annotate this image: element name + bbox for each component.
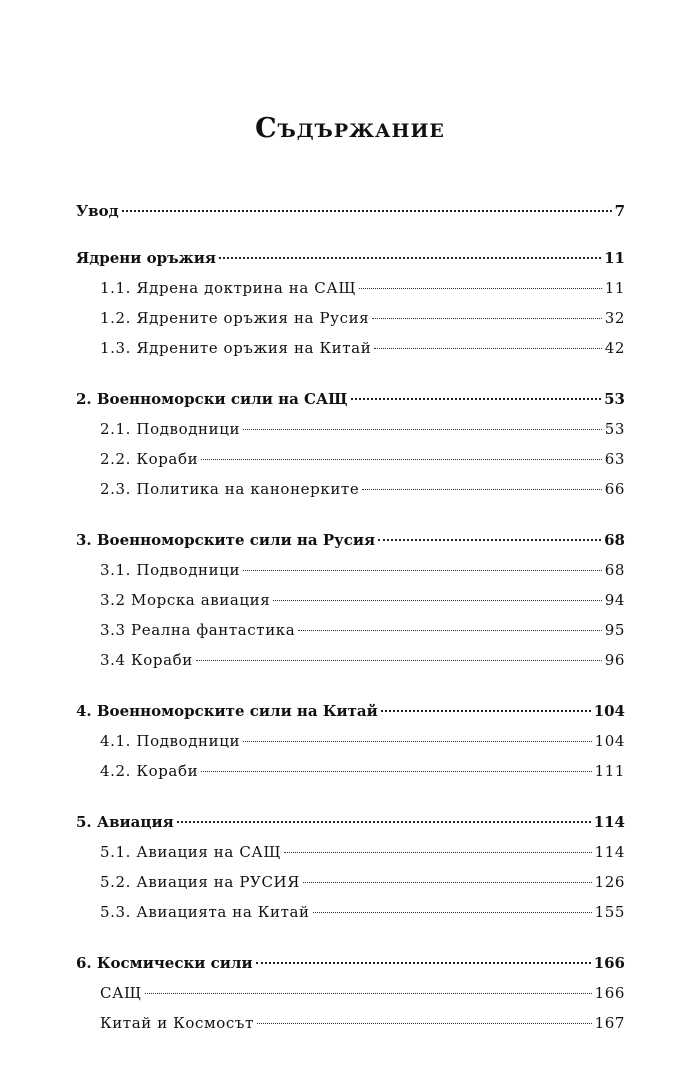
toc-entry-page: 32 [604,309,625,327]
toc-subsection-entry[interactable] [76,414,625,444]
toc-subsection-entry[interactable] [76,585,625,615]
toc-entry-label: 1.1. Ядрена доктрина на САЩ [100,279,357,297]
toc-chapter-entry[interactable] [76,384,625,414]
toc-entry-page: 167 [594,1014,625,1032]
toc-subsection-entry[interactable] [76,1008,625,1038]
dot-leader [359,288,602,289]
dot-leader [313,912,592,913]
toc-entry-label: 3.2 Морска авиация [100,591,271,609]
toc-subsection-entry[interactable] [76,645,625,675]
dot-leader [362,489,601,490]
dot-leader [351,398,602,400]
toc-entry-label: 6. Космически сили [76,954,253,972]
toc-subsection-entry[interactable] [76,837,625,867]
dot-leader [201,459,601,460]
toc-entry-page: 114 [594,843,625,861]
dot-leader [243,429,602,430]
dot-leader [273,600,601,601]
toc-entry-label: 4.1. Подводници [100,732,241,750]
toc-entry-page: 111 [594,762,625,780]
table-of-contents [76,196,625,1059]
toc-entry-label: 5. Авиация [76,813,174,831]
toc-entry-page: 155 [594,903,625,921]
toc-entry-page: 7 [614,202,625,220]
toc-entry-page: 11 [604,279,625,297]
toc-chapter-entry[interactable] [76,948,625,978]
toc-entry-page: 104 [593,702,625,720]
toc-chapter-entry[interactable] [76,525,625,555]
toc-entry-label: Ядрени оръжия [76,249,216,267]
toc-entry-label: 2.3. Политика на канонерките [100,480,360,498]
toc-entry-page: 94 [604,591,625,609]
toc-entry-page: 42 [604,339,625,357]
page-title: Съдържание [255,113,445,144]
dot-leader [257,1023,592,1024]
dot-leader [196,660,602,661]
toc-entry-page: 11 [604,249,625,267]
toc-entry-label: 2.2. Кораби [100,450,199,468]
toc-entry-label: САЩ [100,984,142,1002]
toc-entry-label: 5.1. Авиация на САЩ [100,843,282,861]
dot-leader [243,741,591,742]
toc-entry-label: 5.2. Авиация на РУСИЯ [100,873,300,891]
toc-sections [76,243,625,1038]
toc-section [76,384,625,504]
toc-entry-label: 4.2. Кораби [100,762,199,780]
toc-subsection-entry[interactable] [76,867,625,897]
toc-entry-label: Китай и Космосът [100,1014,254,1032]
toc-subsection-entry[interactable] [76,333,625,363]
toc-section [76,696,625,786]
dot-leader [243,570,602,571]
toc-subsection-entry[interactable] [76,273,625,303]
toc-subsection-entry[interactable] [76,756,625,786]
toc-subsection-entry[interactable] [76,303,625,333]
toc-entry-label: 2.1. Подводници [100,420,241,438]
toc-entry-page: 66 [604,480,625,498]
toc-entry-intro[interactable] [76,196,625,226]
toc-entry-page: 53 [604,420,625,438]
toc-subsection-entry[interactable] [76,615,625,645]
dot-leader [303,882,592,883]
toc-entry-label: 2. Военноморски сили на САЩ [76,390,348,408]
toc-entry-label: 3.4 Кораби [100,651,193,669]
dot-leader [378,539,601,541]
dot-leader [177,821,591,823]
dot-leader [219,257,601,259]
toc-entry-page: 126 [594,873,625,891]
toc-entry-page: 63 [604,450,625,468]
dot-leader [372,318,601,319]
dot-leader [374,348,601,349]
toc-section [76,948,625,1038]
toc-entry-page: 166 [593,954,625,972]
toc-chapter-entry[interactable] [76,807,625,837]
dot-leader [145,993,592,994]
toc-entry-label: Увод [76,202,119,220]
toc-subsection-entry[interactable] [76,726,625,756]
toc-entry-label: 5.3. Авиацията на Китай [100,903,310,921]
toc-entry-label: 4. Военноморските сили на Китай [76,702,378,720]
toc-subsection-entry[interactable] [76,474,625,504]
toc-section [76,807,625,927]
toc-subsection-entry[interactable] [76,555,625,585]
toc-entry-page: 166 [594,984,625,1002]
toc-subsection-entry[interactable] [76,444,625,474]
dot-leader [298,630,601,631]
toc-subsection-entry[interactable] [76,897,625,927]
toc-entry-page: 104 [594,732,625,750]
toc-chapter-entry[interactable] [76,243,625,273]
toc-entry-label: 3.1. Подводници [100,561,241,579]
dot-leader [201,771,591,772]
toc-entry-page: 68 [604,561,625,579]
dot-leader [256,962,591,964]
toc-section [76,525,625,675]
dot-leader [381,710,591,712]
toc-entry-label: 1.3. Ядрените оръжия на Китай [100,339,372,357]
toc-section [76,243,625,363]
toc-entry-label: 3.3 Реална фантастика [100,621,296,639]
dot-leader [284,852,591,853]
toc-chapter-entry[interactable] [76,696,625,726]
toc-section-intro [76,196,625,226]
toc-entry-page: 68 [604,531,625,549]
toc-entry-page: 95 [604,621,625,639]
toc-entry-page: 53 [604,390,625,408]
toc-subsection-entry[interactable] [76,978,625,1008]
toc-entry-page: 114 [593,813,625,831]
toc-entry-label: 3. Военноморските сили на Русия [76,531,376,549]
dot-leader [122,210,612,212]
toc-entry-page: 96 [604,651,625,669]
toc-entry-label: 1.2. Ядрените оръжия на Русия [100,309,370,327]
